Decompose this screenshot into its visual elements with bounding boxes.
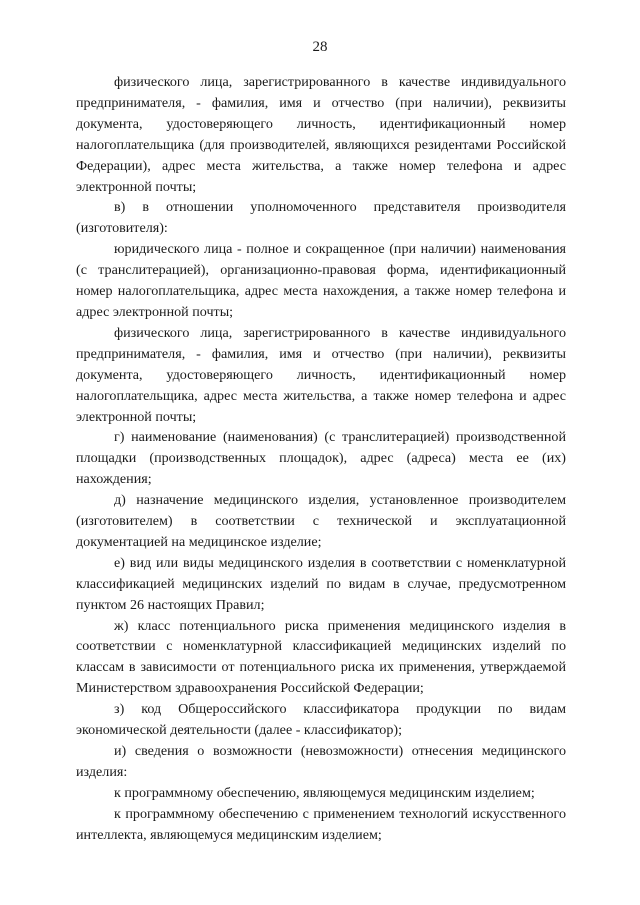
paragraph-item-z: з) код Общероссийского классификатора продукции по видам экономической деятельности (далее - классификатор); [76, 701, 566, 739]
paragraph-software-medical-device: к программному обеспечению, являющемуся медицинским изделием; [114, 784, 535, 801]
paragraph-item-e: е) вид или виды медицинского изделия в соответствии с номенклатурной классификацией медицинских изделий по видам в случае, предусмотренном пунктом 26 настоящих Правил; [76, 554, 566, 613]
paragraph-item-d: д) назначение медицинского изделия, установленное производителем (изготовителем) в соответствии с технической и эксплуатационной документацией на медицинское изделие; [76, 492, 566, 550]
paragraph-individual-entrepreneur-manufacturer: физического лица, зарегистрированного в качестве индивидуального предпринимателя, - фамилия, имя и отчество (при наличии), реквизиты документа, удостоверяющего личность, идентификационный номер налогоплательщика (для производителей, являющихся резидентами Российской Федерации), адрес места жительства, а также номер телефона и адрес электронной почты; [76, 74, 566, 195]
paragraph-item-i: и) сведения о возможности (невозможности) отнесения медицинского изделия: [76, 743, 566, 780]
paragraph-ai-software-medical-device: к программному обеспечению с применением технологий искусственного интеллекта, являющемуся медицинским изделием; [76, 805, 566, 843]
paragraph-item-v: в) в отношении уполномоченного представителя производителя (изготовителя): [76, 199, 566, 237]
paragraph-legal-entity-representative: юридического лица - полное и сокращенное (при наличии) наименования (с транслитерацией), организационно-правовая форма, идентификационный номер налогоплательщика, адрес места нахождения, а также номер телефона и адрес электронной почты; [76, 241, 566, 320]
paragraph-item-g: г) наименование (наименования) (с транслитерацией) производственной площадки (производственных площадок), адрес (адреса) места ее (их) нахождения; [76, 429, 566, 488]
document-body [76, 72, 566, 846]
paragraph-individual-entrepreneur-representative: физического лица, зарегистрированного в качестве индивидуального предпринимателя, - фамилия, имя и отчество (при наличии), реквизиты документа, удостоверяющего личность, идентификационный номер налогоплательщика, адрес места жительства, а также номер телефона и адрес электронной почты; [76, 324, 566, 425]
page-number: 28 [312, 39, 328, 55]
paragraph-item-zh: ж) класс потенциального риска применения медицинского изделия в соответствии с номенклатурной классификацией медицинских изделий по классам в зависимости от потенциального риска их применения, утверждаемой Министерством здравоохранения Российской Федерации; [76, 617, 566, 697]
